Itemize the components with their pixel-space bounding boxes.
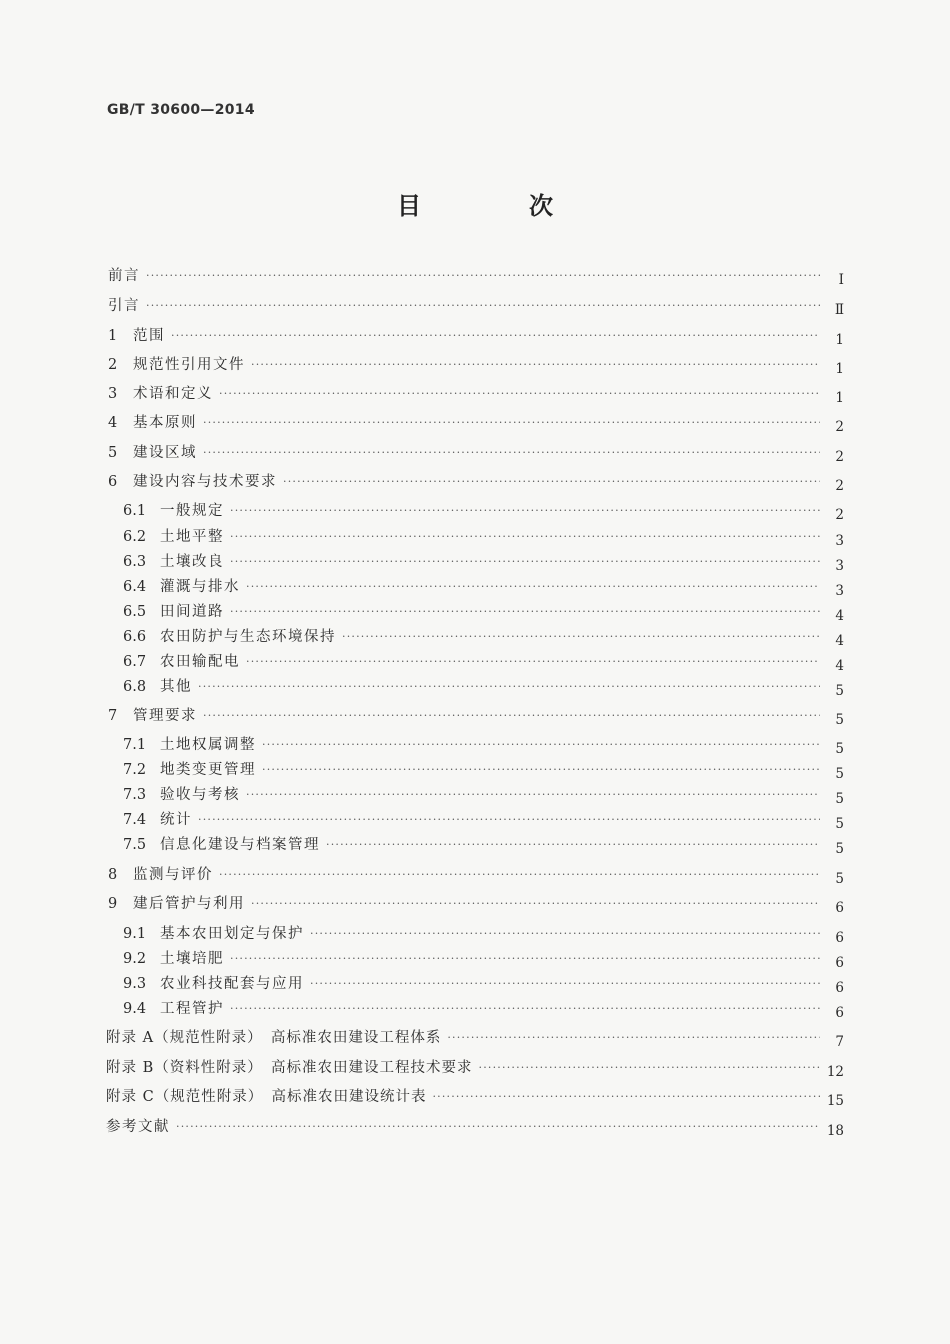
toc-entry-page: 5	[835, 871, 844, 887]
toc-entry-number: 8	[108, 867, 118, 883]
toc-entry-label: 地类变更管理	[160, 762, 256, 778]
toc-entry[interactable]	[108, 472, 844, 492]
toc-leader-dots	[146, 266, 820, 286]
toc-entry-number: 7.2	[123, 762, 147, 778]
toc-entry-label: 监测与评价	[133, 867, 213, 883]
toc-entry-number: 6.2	[123, 529, 147, 545]
toc-entry-label: 统计	[160, 812, 192, 828]
toc-entry-label: 信息化建设与档案管理	[160, 837, 320, 853]
toc-leader-dots	[310, 974, 820, 994]
toc-entry-label: 参考文献	[106, 1119, 170, 1135]
toc-entry-page: 2	[835, 507, 844, 523]
toc-leader-dots	[262, 735, 820, 755]
toc-entry-page: 6	[835, 955, 844, 971]
toc-entry-label: 农田输配电	[160, 654, 240, 670]
toc-entry[interactable]	[123, 652, 844, 672]
toc-entry-page: 15	[826, 1093, 844, 1109]
toc-leader-dots	[246, 785, 820, 805]
toc-leader-dots	[230, 999, 820, 1019]
toc-entry[interactable]	[106, 1028, 844, 1048]
toc-entry-number: 5	[108, 445, 118, 461]
toc-entry-page: 4	[835, 658, 844, 674]
toc-entry[interactable]	[123, 760, 844, 780]
toc-entry[interactable]	[108, 894, 844, 914]
toc-entry-page: 4	[835, 608, 844, 624]
toc-entry-number: 6.3	[123, 554, 147, 570]
toc-entry[interactable]	[108, 296, 844, 316]
toc-leader-dots	[283, 472, 820, 492]
toc-leader-dots	[310, 924, 820, 944]
toc-leader-dots	[230, 949, 820, 969]
toc-entry-page: 3	[835, 558, 844, 574]
toc-entry[interactable]	[123, 924, 844, 944]
toc-entry-number: 3	[108, 386, 118, 402]
toc-entry[interactable]	[106, 1117, 844, 1137]
toc-entry-label: 农田防护与生态环境保持	[160, 629, 336, 645]
toc-entry-page: 5	[835, 841, 844, 857]
toc-entry-label: 前言	[108, 268, 140, 284]
toc-entry-label: 引言	[108, 298, 140, 314]
toc-entry[interactable]	[108, 384, 844, 404]
toc-entry-label: 土地平整	[160, 529, 224, 545]
toc-entry-label: 附录 C（规范性附录） 高标准农田建设统计表	[106, 1089, 427, 1105]
toc-entry-page: Ⅰ	[838, 272, 844, 288]
toc-entry-number: 6.4	[123, 579, 147, 595]
toc-entry[interactable]	[108, 266, 844, 286]
toc-leader-dots	[171, 326, 820, 346]
toc-entry[interactable]	[108, 413, 844, 433]
toc-leader-dots	[246, 577, 820, 597]
toc-entry-label: 管理要求	[133, 708, 197, 724]
toc-entry-number: 9.4	[123, 1001, 147, 1017]
toc-entry-label: 规范性引用文件	[133, 357, 245, 373]
toc-entry[interactable]	[123, 810, 844, 830]
standard-code: GB/T 30600—2014	[107, 102, 255, 118]
toc-entry[interactable]	[123, 974, 844, 994]
toc-entry-page: 4	[835, 633, 844, 649]
toc-leader-dots	[447, 1028, 820, 1048]
toc-entry-number: 7.5	[123, 837, 147, 853]
toc-entry[interactable]	[123, 552, 844, 572]
toc-entry-label: 术语和定义	[133, 386, 213, 402]
toc-entry-number: 7.4	[123, 812, 147, 828]
toc-entry-number: 6.6	[123, 629, 147, 645]
toc-entry-number: 9.3	[123, 976, 147, 992]
toc-entry-page: 5	[835, 741, 844, 757]
toc-entry[interactable]	[108, 865, 844, 885]
toc-entry-label: 验收与考核	[160, 787, 240, 803]
toc-leader-dots	[230, 527, 820, 547]
toc-entry-number: 9.2	[123, 951, 147, 967]
toc-entry[interactable]	[123, 949, 844, 969]
toc-entry-number: 4	[108, 415, 118, 431]
toc-leader-dots	[246, 652, 820, 672]
toc-entry-label: 基本原则	[133, 415, 197, 431]
toc-entry[interactable]	[123, 627, 844, 647]
toc-entry[interactable]	[123, 835, 844, 855]
toc-entry[interactable]	[123, 602, 844, 622]
toc-entry-number: 6.5	[123, 604, 147, 620]
toc-entry[interactable]	[123, 999, 844, 1019]
toc-entry[interactable]	[108, 706, 844, 726]
toc-entry-label: 农业科技配套与应用	[160, 976, 304, 992]
toc-entry-label: 灌溉与排水	[160, 579, 240, 595]
toc-entry-label: 附录 A（规范性附录） 高标准农田建设工程体系	[106, 1030, 442, 1046]
toc-leader-dots	[230, 552, 820, 572]
toc-entry[interactable]	[106, 1087, 844, 1107]
toc-entry-page: 6	[835, 980, 844, 996]
toc-entry-number: 1	[108, 328, 118, 344]
toc-entry-page: 18	[826, 1123, 844, 1139]
toc-entry-number: 7.1	[123, 737, 147, 753]
toc-entry[interactable]	[108, 326, 844, 346]
toc-leader-dots	[432, 1087, 820, 1107]
toc-entry-label: 土壤改良	[160, 554, 224, 570]
toc-entry-page: 12	[826, 1064, 844, 1080]
toc-leader-dots	[198, 677, 820, 697]
toc-entry-label: 建后管护与利用	[133, 896, 245, 912]
toc-entry[interactable]	[123, 501, 844, 521]
toc-entry-page: 5	[835, 766, 844, 782]
toc-entry-page: 5	[835, 683, 844, 699]
toc-entry-page: 2	[835, 449, 844, 465]
toc-entry-label: 其他	[160, 679, 192, 695]
toc-entry-page: 2	[835, 478, 844, 494]
toc-leader-dots	[230, 501, 820, 521]
toc-leader-dots	[198, 810, 820, 830]
toc-leader-dots	[176, 1117, 820, 1137]
toc-leader-dots	[146, 296, 820, 316]
toc-entry[interactable]	[123, 677, 844, 697]
toc-entry-page: 1	[835, 390, 844, 406]
toc-entry[interactable]	[123, 577, 844, 597]
toc-entry-number: 9.1	[123, 926, 147, 942]
toc-entry-page: 6	[835, 1005, 844, 1021]
toc-entry-label: 建设区域	[133, 445, 197, 461]
toc-leader-dots	[230, 602, 820, 622]
toc-entry-label: 工程管护	[160, 1001, 224, 1017]
toc-entry-number: 6.1	[123, 503, 147, 519]
toc-entry[interactable]	[108, 443, 844, 463]
toc-entry[interactable]	[106, 1058, 844, 1078]
toc-leader-dots	[219, 865, 820, 885]
toc-leader-dots	[203, 413, 820, 433]
toc-entry-page: 5	[835, 712, 844, 728]
toc-entry-page: 2	[835, 419, 844, 435]
toc-entry-number: 2	[108, 357, 118, 373]
toc-leader-dots	[251, 355, 820, 375]
toc-entry-page: 5	[835, 791, 844, 807]
toc-entry-page: 1	[835, 332, 844, 348]
toc-entry-label: 一般规定	[160, 503, 224, 519]
toc-leader-dots	[251, 894, 820, 914]
toc-leader-dots	[479, 1058, 820, 1078]
toc-entry-page: 3	[835, 533, 844, 549]
toc-entry[interactable]	[123, 735, 844, 755]
toc-leader-dots	[326, 835, 820, 855]
toc-entry[interactable]	[108, 355, 844, 375]
toc-entry-label: 建设内容与技术要求	[133, 474, 277, 490]
toc-entry-label: 土地权属调整	[160, 737, 256, 753]
toc-entry-page: 7	[835, 1034, 844, 1050]
toc-entry-page: 1	[835, 361, 844, 377]
toc-entry-number: 7	[108, 708, 118, 724]
toc-entry-page: 6	[835, 900, 844, 916]
toc-entry-number: 9	[108, 896, 118, 912]
toc-entry-label: 田间道路	[160, 604, 224, 620]
toc-entry-label: 附录 B（资料性附录） 高标准农田建设工程技术要求	[106, 1060, 473, 1076]
toc-leader-dots	[203, 443, 820, 463]
toc-entry-page: 5	[835, 816, 844, 832]
toc-leader-dots	[262, 760, 820, 780]
toc-leader-dots	[342, 627, 820, 647]
toc-entry[interactable]	[123, 785, 844, 805]
toc-leader-dots	[219, 384, 820, 404]
toc-entry-label: 基本农田划定与保护	[160, 926, 304, 942]
toc-entry-page: 6	[835, 930, 844, 946]
toc-entry[interactable]	[123, 527, 844, 547]
toc-entry-number: 6	[108, 474, 118, 490]
toc-entry-number: 7.3	[123, 787, 147, 803]
page-title: 目 次	[397, 192, 595, 220]
toc-entry-label: 范围	[133, 328, 165, 344]
toc-entry-label: 土壤培肥	[160, 951, 224, 967]
toc-entry-number: 6.8	[123, 679, 147, 695]
toc-entry-page: 3	[835, 583, 844, 599]
toc-entry-number: 6.7	[123, 654, 147, 670]
toc-entry-page: Ⅱ	[834, 302, 844, 318]
toc-leader-dots	[203, 706, 820, 726]
